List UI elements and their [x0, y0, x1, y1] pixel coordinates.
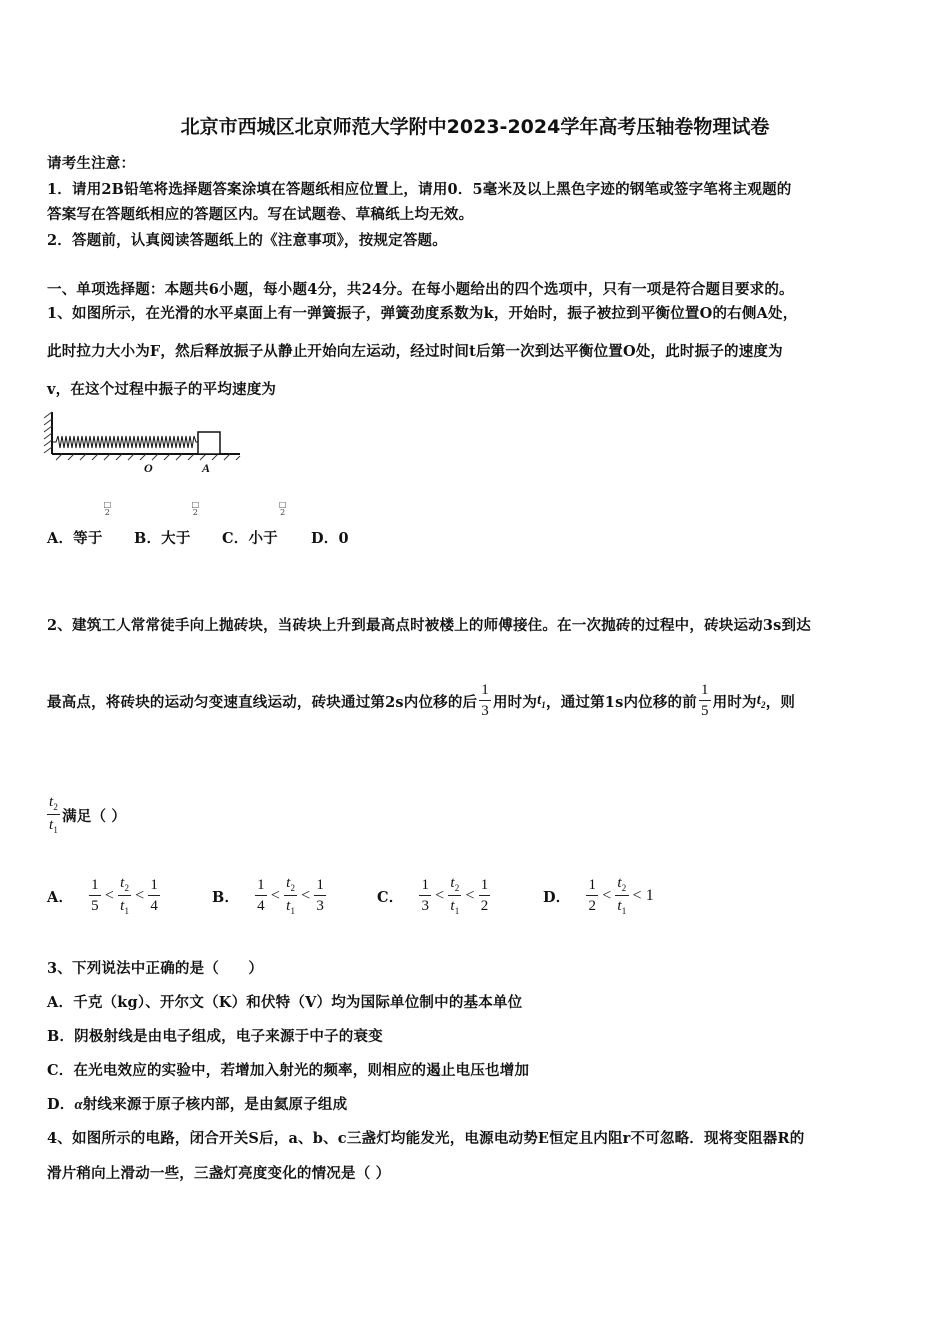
ratio-t2-over-t1 [47, 795, 60, 835]
q1-option-b-fraction [192, 501, 200, 517]
frac-num: 1 [148, 878, 160, 896]
option-label: D． [47, 1096, 75, 1113]
q4-line-1: 4、如图所示的电路，闭合开关S后，a、b、c三盏灯均能发光，电源电动势E恒定且内阻r不可忽略．现将变阻器R的 [47, 1130, 805, 1147]
option-label: A． [47, 888, 74, 906]
frac-num: 1 [314, 878, 326, 896]
q2-line-2-part-b: 用时为 [492, 693, 538, 711]
frac-num: 1 [419, 878, 431, 896]
q4-line-2: 滑片稍向上滑动一些，三盏灯亮度变化的情况是（ ） [47, 1165, 391, 1182]
q1-option-a-text: A．等于 [47, 530, 103, 547]
frac-den: 3 [481, 703, 489, 719]
label-a: A [202, 461, 211, 475]
upper-bound-one: 1 [645, 887, 654, 904]
spring-coil [52, 436, 198, 448]
t2-symbol [757, 692, 766, 710]
q2-line-3-text: 满足（ ） [62, 807, 127, 825]
ratio-num-letter: t [617, 875, 622, 891]
label-o: O [144, 461, 153, 475]
option-label: D． [543, 888, 571, 906]
option-label: C． [377, 888, 404, 906]
q3-option-c[interactable]: C．在光电效应的实验中，若增加入射光的频率，则相应的遏止电压也增加 [47, 1062, 530, 1079]
t1-symbol [537, 692, 546, 710]
notice-line-3: 2．答题前，认真阅读答题纸上的《注意事项》，按规定答题。 [47, 232, 447, 249]
ratio-num-letter: t [49, 794, 54, 810]
t1-letter: t [537, 692, 542, 709]
upper-bound [148, 878, 160, 914]
frac-num: □ [191, 500, 200, 509]
frac-den: 2 [104, 508, 111, 517]
q2-line-2-part-a: 最高点，将砖块的运动匀变速直线运动，砖块通过第2s内位移的后 [47, 693, 478, 711]
notice-line-2: 答案写在答题纸相应的答题区内。写在试题卷、草稿纸上均无效。 [47, 206, 474, 223]
q1-option-c-text: C．小于 [222, 530, 278, 547]
ratio [448, 876, 461, 916]
ratio-den-letter: t [617, 898, 622, 914]
less-than-sign: < [465, 887, 475, 904]
q2-option-a[interactable] [47, 870, 162, 922]
less-than-sign: < [435, 887, 445, 904]
q1-option-a-fraction [104, 501, 112, 517]
t2-letter: t [756, 692, 761, 709]
frac-num: 1 [479, 878, 491, 896]
frac-den: 4 [150, 898, 159, 914]
q2-option-c[interactable] [377, 870, 492, 922]
lower-bound [586, 878, 598, 914]
ratio-den-letter: t [49, 817, 54, 833]
notice-heading: 请考生注意： [47, 155, 136, 172]
q2-line-2-part-e: ，则 [765, 693, 796, 711]
ratio-num-letter: t [120, 875, 125, 891]
q2-line-2-part-c: ，通过第1s内位移的前 [546, 693, 697, 711]
ratio [615, 876, 628, 916]
upper-bound [479, 878, 491, 914]
q2-line-3 [47, 790, 126, 840]
q1-option-a[interactable] [47, 500, 112, 548]
q1-option-c-fraction [279, 501, 287, 517]
q2-option-b[interactable] [212, 870, 328, 922]
ratio-num-sub: 2 [53, 802, 59, 812]
ratio-den-sub: 1 [454, 906, 460, 916]
upper-bound [314, 878, 326, 914]
less-than-sign: < [104, 887, 115, 904]
q1-option-d[interactable]: D．0 [311, 530, 349, 547]
frac-den: 5 [700, 703, 709, 719]
ratio-num-sub: 2 [621, 883, 627, 893]
q1-option-b[interactable] [134, 500, 200, 548]
q2-line-2 [47, 676, 795, 726]
q2-line-1: 2、建筑工人常常徒手向上抛砖块，当砖块上升到最高点时被楼上的师傅接住。在一次抛砖的过程中，砖块运动3s到达 [47, 617, 811, 634]
less-than-sign: < [270, 887, 281, 904]
frac-den: 2 [192, 508, 199, 517]
lower-bound [89, 878, 101, 914]
oscillator-block [198, 432, 220, 454]
frac-den: 4 [257, 898, 265, 914]
page-title: 北京市西城区北京师范大学附中2023-2024学年高考压轴卷物理试卷 [180, 116, 770, 138]
frac-num: □ [278, 500, 287, 509]
section-heading: 一、单项选择题：本题共6小题，每小题4分，共24分。在每小题给出的四个选项中，只有一项是符合题目要求的。 [47, 281, 794, 298]
q3-option-b[interactable]: B．阴极射线是由电子组成，电子来源于中子的衰变 [47, 1028, 383, 1045]
q1-line-3: v，在这个过程中振子的平均速度为 [47, 381, 277, 398]
q1-line-1: 1、如图所示，在光滑的水平桌面上有一弹簧振子，弹簧劲度系数为k，开始时，振子被拉到平衡位置O的右侧A处， [47, 305, 798, 322]
notice-line-1: 1．请用2B铅笔将选择题答案涂填在答题纸相应位置上，请用0．5毫米及以上黑色字迹的钢笔或签字笔将主观题的 [47, 181, 792, 198]
t1-subscript: 1 [541, 699, 546, 710]
q1-option-b-text: B．大于 [134, 530, 191, 547]
ratio-den-letter: t [120, 898, 125, 914]
ratio-num-sub: 2 [124, 883, 130, 893]
q1-line-2: 此时拉力大小为F，然后释放振子从静止开始向左运动，经过时间t后第一次到达平衡位置O处，此时振子的速度为 [47, 343, 783, 360]
frac-den: 3 [421, 898, 430, 914]
ratio-num-letter: t [450, 875, 455, 891]
q2-line-2-part-d: 用时为 [712, 693, 757, 711]
ratio-den-sub: 1 [290, 906, 296, 916]
q3-stem: 3、下列说法中正确的是（ ） [47, 960, 264, 977]
ratio-den-sub: 1 [621, 906, 627, 916]
t2-subscript: 2 [761, 699, 766, 710]
frac-num: 1 [255, 878, 267, 896]
q3-option-a[interactable]: A．千克（kg）、开尔文（K）和伏特（V）均为国际单位制中的基本单位 [47, 994, 523, 1011]
ratio-num-sub: 2 [454, 883, 460, 893]
alpha-symbol: α [74, 1097, 83, 1113]
less-than-sign: < [301, 887, 311, 904]
option-text: 射线来源于原子核内部，是由氦原子组成 [82, 1096, 348, 1113]
frac-den: 2 [588, 898, 597, 914]
frac-den: 3 [316, 898, 325, 914]
ratio [118, 876, 131, 916]
less-than-sign: < [602, 887, 612, 904]
q1-option-c[interactable] [222, 500, 287, 548]
less-than-sign: < [632, 887, 642, 904]
frac-num: 1 [89, 878, 101, 896]
less-than-sign: < [135, 887, 145, 904]
spring-diagram-svg [40, 408, 245, 478]
frac-num: 1 [699, 683, 711, 701]
ratio-den-letter: t [450, 898, 455, 914]
frac-den: 2 [480, 898, 489, 914]
ratio-den-letter: t [286, 898, 291, 914]
q2-option-d[interactable] [543, 870, 656, 922]
ratio-den-sub: 1 [53, 825, 59, 835]
ratio-num-letter: t [286, 875, 291, 891]
ratio-num-sub: 2 [290, 883, 296, 893]
spring-oscillator-figure [40, 408, 245, 478]
lower-bound [255, 878, 267, 914]
q3-option-d[interactable] [47, 1093, 347, 1114]
frac-num: □ [103, 500, 112, 509]
wall-hatch [44, 412, 52, 453]
frac-num: 1 [479, 683, 491, 701]
fraction-one-third [479, 683, 491, 719]
frac-den: 2 [280, 508, 286, 517]
frac-num: 1 [586, 878, 598, 896]
lower-bound [419, 878, 431, 914]
option-label: B． [212, 888, 240, 906]
ratio-den-sub: 1 [124, 906, 130, 916]
frac-den: 5 [91, 898, 99, 914]
fraction-one-fifth [699, 683, 711, 719]
ratio [284, 876, 297, 916]
